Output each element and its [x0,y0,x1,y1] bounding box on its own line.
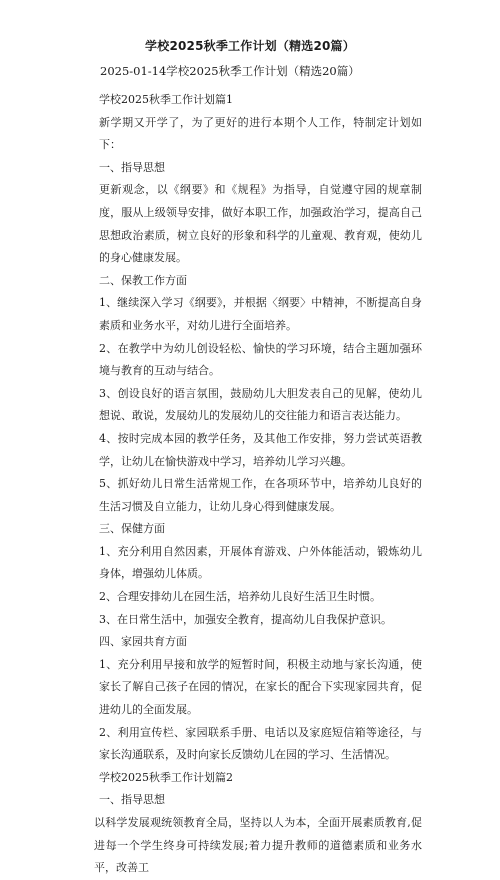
paragraph: 1、充分利用早接和放学的短暂时间，积极主动地与家长沟通，使家长了解自己孩子在园的情况，在家长的配合下实现家园共育，促进幼儿的全面发展。 [99,657,422,717]
document-meta: 2025-01-14学校2025秋季工作计划（精选20篇） [100,64,360,78]
section-heading: 三、保健方面 [99,522,165,536]
paragraph: 5、抓好幼儿日常生活常规工作，在各项环节中，培养幼儿良好的生活习惯及自立能力，让幼儿身心得到健康发展。 [99,477,422,513]
paragraph: 1、继续深入学习《纲要》，并根据〈纲要〉中精神，不断提高自身素质和业务水平，对幼儿进行全面培养。 [99,296,422,332]
paragraph: 2、利用宣传栏、家园联系手册、电话以及家庭短信箱等途径，与家长沟通联系，及时向家长反馈幼儿在园的学习、生活情况。 [99,725,422,762]
paragraph: 学校2025秋季工作计划篇1 [99,93,233,106]
paragraph: 4、按时完成本园的教学任务，及其他工作安排，努力尝试英语教学，让幼儿在愉快游戏中学习，培养幼儿学习兴趣。 [99,431,422,468]
section-heading: 一、指导思想 [99,160,165,174]
paragraph: 以科学发展观统领教育全局，坚持以人为本，全面开展素质教育,促进每一个学生终身可持续发展;着力提升教师的道德素质和业务水平，改善工 [94,816,422,875]
section-heading: 四、家园共育方面 [99,635,187,649]
paragraph: 1、充分利用自然因素，开展体育游戏、户外体能活动，锻炼幼儿身体，增强幼儿体质。 [99,544,422,581]
document-body [86,89,422,880]
paragraph: 学校2025秋季工作计划篇2 [99,770,233,784]
section-heading: 一、指导思想 [99,793,165,807]
paragraph: 2、在教学中为幼儿创设轻松、愉快的学习环境，结合主题加强环境与教育的互动与结合。 [99,341,422,378]
paragraph: 3、在日常生活中，加强安全教育，提高幼儿自我保护意识。 [99,612,392,626]
paragraph: 新学期又开学了，为了更好的进行本期个人工作，特制定计划如下： [99,115,422,152]
paragraph: 更新观念，以《纲要》和《规程》为指导，自觉遵守园的规章制度，服从上级领导安排，做好本职工作，加强政治学习，提高自己思想政治素质，树立良好的形象和科学的儿童观、教育观，使幼儿的身心健康发展。 [99,183,422,265]
paragraph: 3、创设良好的语言氛围，鼓励幼儿大胆发表自己的见解，使幼儿想说、敢说，发展幼儿的发展幼儿的交往能力和语言表达能力。 [99,386,422,423]
section-heading: 二、保教工作方面 [99,273,187,287]
paragraph: 2、合理安排幼儿在园生活，培养幼儿良好生活卫生时惯。 [99,590,381,604]
document-title: 学校2025秋季工作计划（精选20篇） [145,39,355,53]
